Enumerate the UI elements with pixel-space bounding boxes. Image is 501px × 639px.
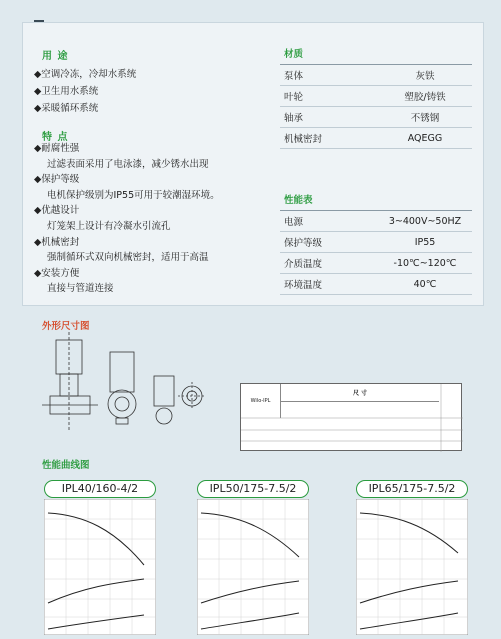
- row-key: 保护等级: [284, 238, 323, 249]
- feature-head: ◆耐腐性强: [34, 143, 80, 154]
- feature-desc: 灯笼架上设计有冷凝水引流孔: [47, 220, 171, 232]
- material-title: 材质: [280, 45, 472, 65]
- model-pill: IPL40/160-4/2: [44, 480, 156, 498]
- row-key: 泵体: [284, 71, 304, 82]
- row-key: 介质温度: [284, 259, 323, 270]
- feature-desc: 过滤表面采用了电泳漆，减少锈水出现: [47, 158, 209, 170]
- model-pill: IPL65/175-7.5/2: [356, 480, 468, 498]
- usage-list: [34, 66, 136, 117]
- row-value: -10℃~120℃: [393, 257, 457, 269]
- row-value: IP55: [414, 236, 436, 248]
- performance-title: 性能表: [280, 191, 472, 211]
- feature-head: ◆优越设计: [34, 205, 80, 217]
- size-label: 尺 寸: [281, 384, 439, 402]
- performance-curve-chart: [197, 499, 309, 635]
- row-value: 40℃: [413, 278, 437, 290]
- table-row: [280, 107, 472, 128]
- model-label: Wilo-IPL: [241, 384, 281, 418]
- performance-table: [280, 191, 472, 295]
- table-row: [280, 274, 472, 295]
- row-key: 环境温度: [284, 280, 323, 291]
- curves-title: 性能曲线图: [42, 460, 90, 471]
- row-key: 电源: [284, 217, 304, 228]
- row-key: 轴承: [284, 113, 304, 124]
- top-decoration: [34, 8, 60, 12]
- row-value: 3~400V~50HZ: [388, 215, 462, 227]
- table-row: [280, 232, 472, 253]
- row-value: 塑胶/铸铁: [404, 92, 446, 103]
- row-key: 叶轮: [284, 92, 304, 103]
- dimensions-title: 外形尺寸图: [42, 321, 90, 332]
- dimension-table: [240, 383, 462, 451]
- model-pill: IPL50/175-7.5/2: [197, 480, 309, 498]
- feature-desc: 电机保护级别为IP55可用于较潮湿环境。: [47, 189, 220, 201]
- features-list: [34, 141, 220, 297]
- row-value: AQEGG: [407, 132, 443, 144]
- performance-curve-chart: [356, 499, 468, 635]
- feature-desc: 直接与管道连接: [47, 283, 114, 295]
- dimension-grid: [241, 384, 463, 452]
- row-key: 机械密封: [284, 134, 323, 145]
- feature-head: ◆安装方便: [34, 267, 80, 279]
- features-title: 特 点: [42, 132, 69, 143]
- material-table: [280, 45, 472, 149]
- usage-title: 用 途: [42, 51, 69, 62]
- list-item: ◆采暖循环系统: [34, 103, 99, 114]
- row-value: 不锈钢: [410, 113, 440, 124]
- list-item: ◆空调冷冻，冷却水系统: [34, 69, 137, 80]
- feature-desc: 强制循环式双向机械密封，适用于高温: [47, 252, 209, 264]
- feature-head: ◆保护等级: [34, 174, 80, 186]
- performance-curve-chart: [44, 499, 156, 635]
- row-value: 灰铁: [415, 71, 435, 82]
- table-row: [280, 253, 472, 274]
- list-item: ◆卫生用水系统: [34, 86, 99, 97]
- table-row: [280, 86, 472, 107]
- table-row: [280, 128, 472, 149]
- pump-outline-drawing: [42, 332, 242, 442]
- table-row: [280, 65, 472, 86]
- feature-head: ◆机械密封: [34, 236, 80, 248]
- table-row: [280, 211, 472, 232]
